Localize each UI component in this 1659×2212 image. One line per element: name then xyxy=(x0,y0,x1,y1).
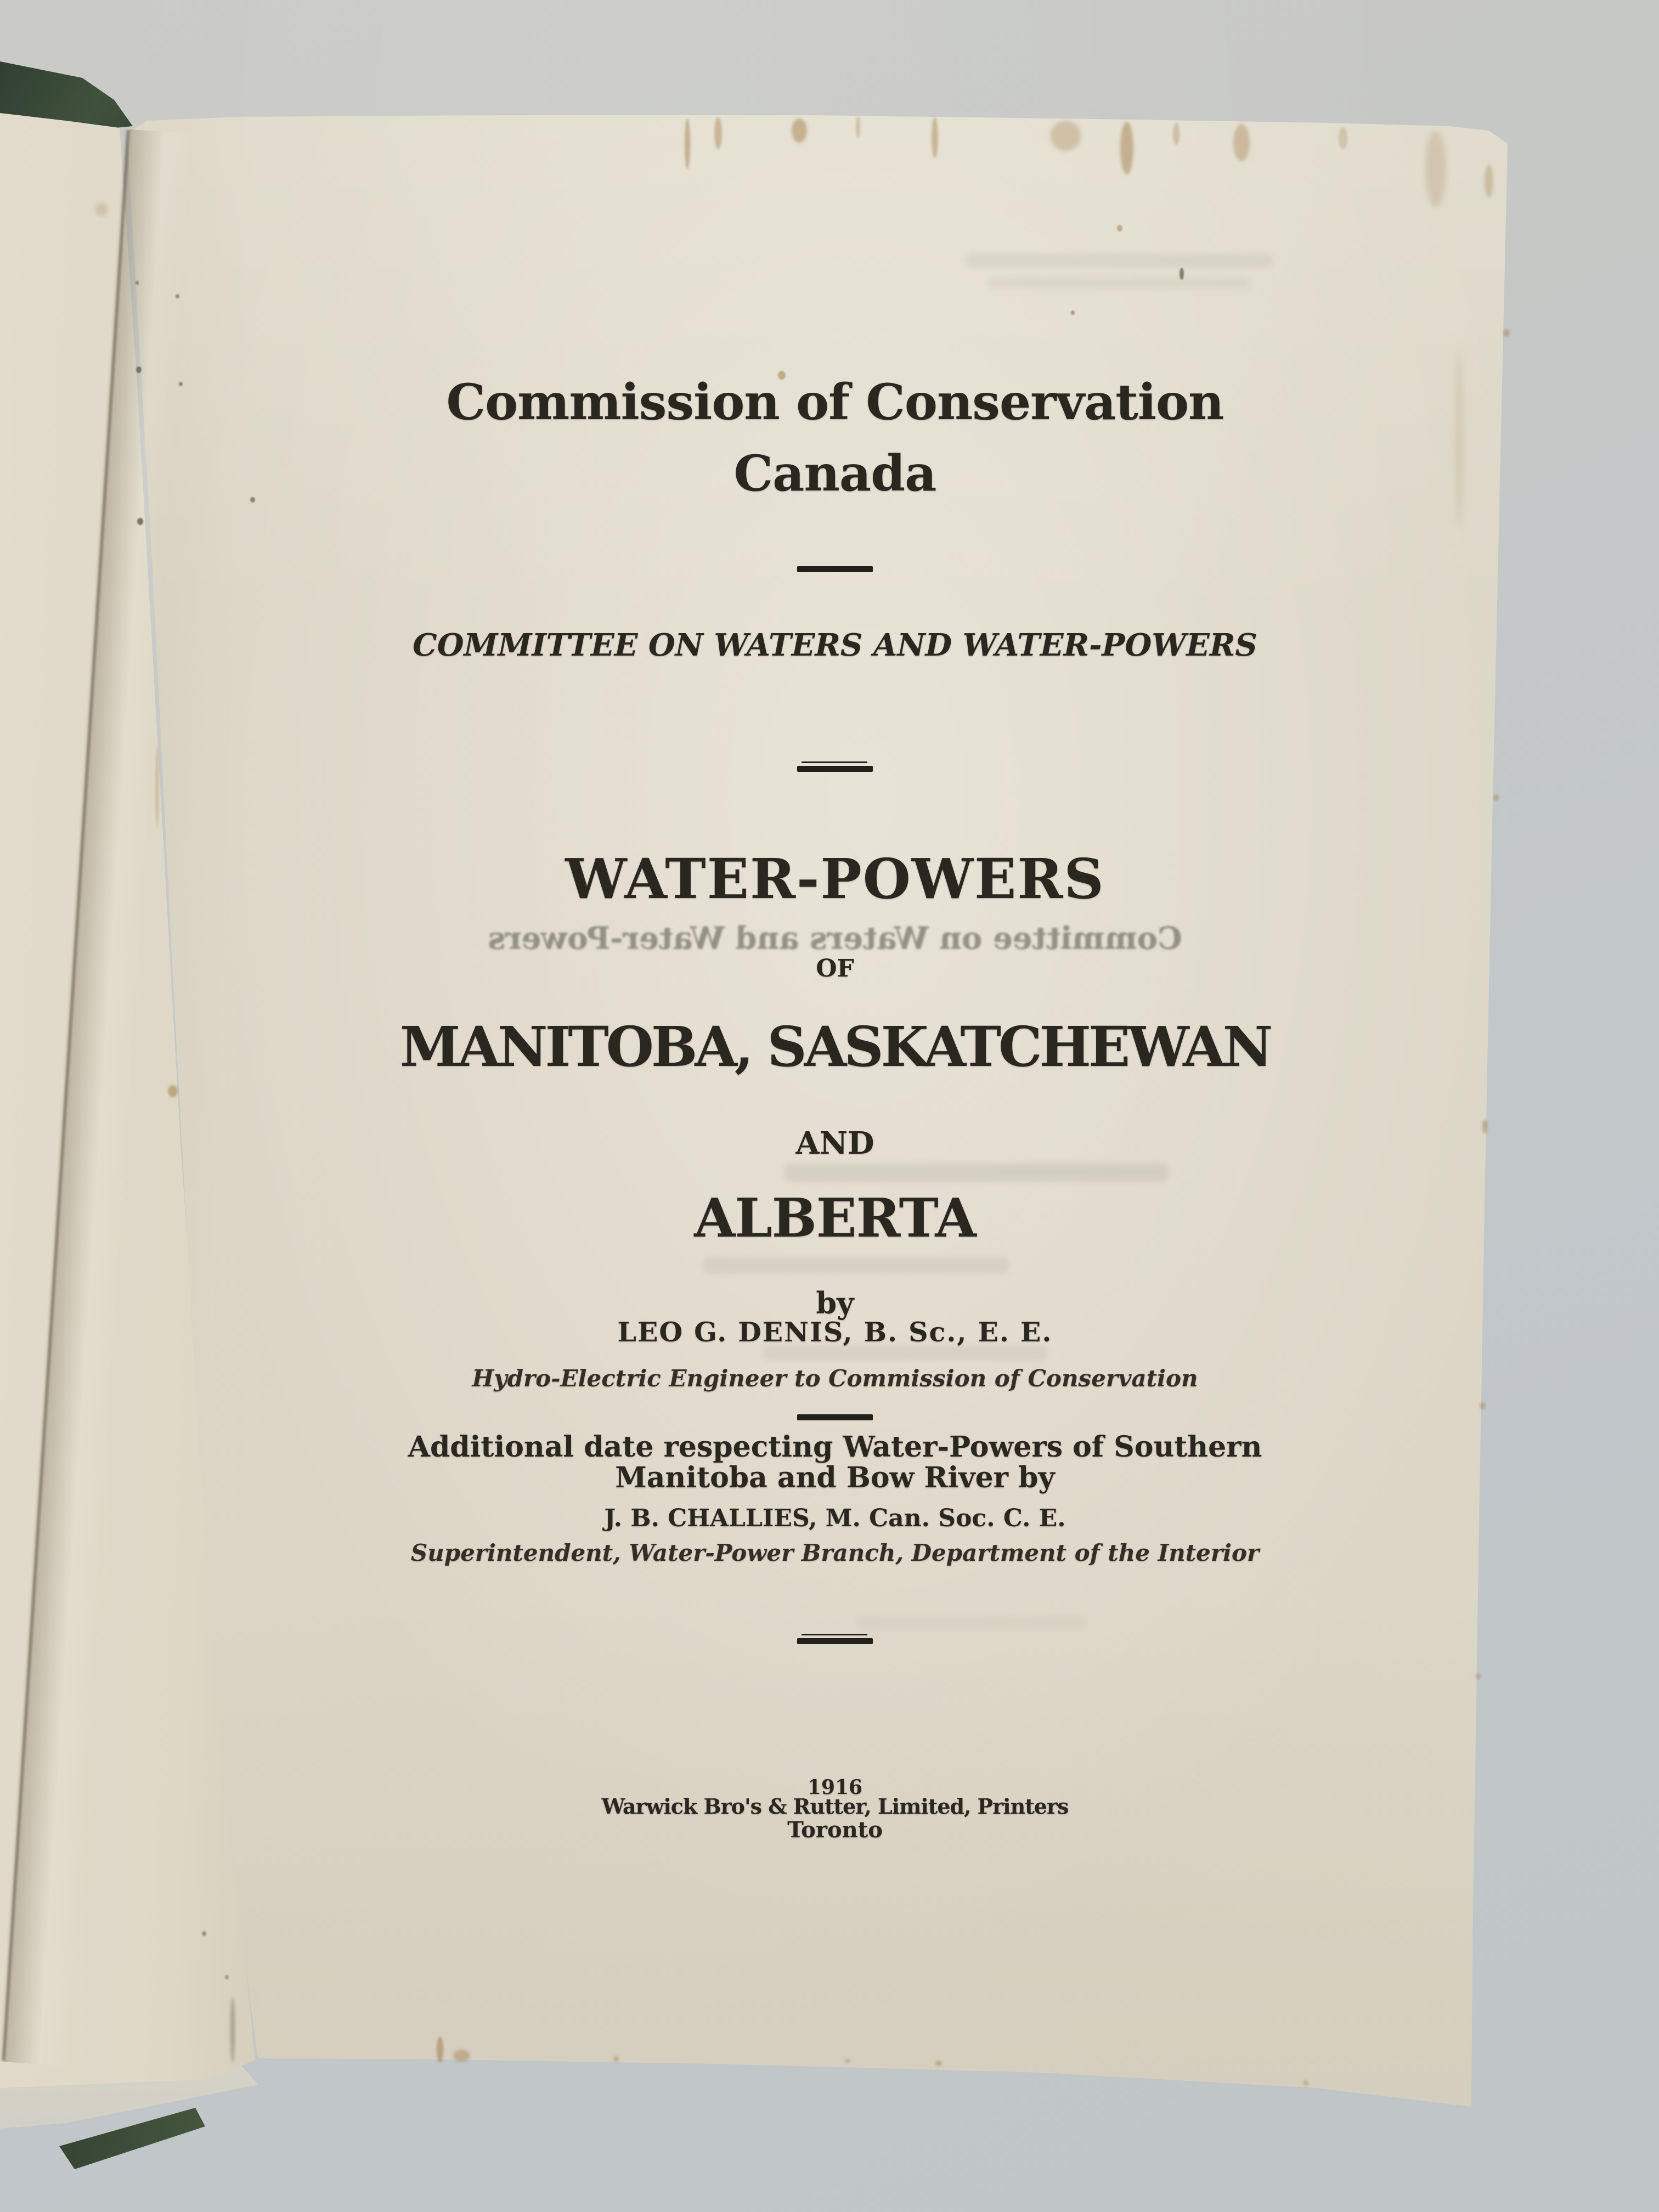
contributor-title: Superintendent, Water-Power Branch, Department of the Interior xyxy=(410,1539,1260,1566)
title-page-text xyxy=(144,0,1526,2212)
organization-line-2: Canada xyxy=(733,444,936,503)
ghost-show-through-text: Committee on Waters and Water-Powers xyxy=(488,920,1182,956)
author-name: LEO G. DENIS, B. Sc., E. E. xyxy=(617,1316,1053,1348)
additional-line-1: Additional date respecting Water-Powers of Southern xyxy=(408,1430,1262,1464)
stain-spot xyxy=(95,203,108,216)
imprint-printer: Warwick Bro's & Rutter, Limited, Printers xyxy=(601,1794,1069,1819)
by-label: by xyxy=(816,1285,854,1321)
organization-line-1: Commission of Conservation xyxy=(446,373,1224,431)
ink-speck xyxy=(136,366,142,373)
imprint-city: Toronto xyxy=(787,1817,883,1843)
title-line-1: WATER-POWERS xyxy=(565,847,1105,911)
title-line-2: MANITOBA, SASKATCHEWAN xyxy=(399,1014,1271,1079)
committee-line: COMMITTEE ON WATERS AND WATER-POWERS xyxy=(413,627,1257,663)
title-and: AND xyxy=(795,1125,874,1161)
separator-rule-2 xyxy=(797,766,873,772)
title-line-3: ALBERTA xyxy=(694,1187,976,1249)
ink-speck xyxy=(137,518,143,525)
title-of: OF xyxy=(816,955,854,983)
separator-rule-1 xyxy=(797,566,873,572)
separator-rule-3 xyxy=(797,1414,873,1420)
author-title: Hydro-Electric Engineer to Commission of Conservation xyxy=(472,1365,1198,1392)
additional-line-2: Manitoba and Bow River by xyxy=(615,1461,1055,1494)
imprint-year: 1916 xyxy=(807,1776,863,1799)
contributor-name: J. B. CHALLIES, M. Can. Soc. C. E. xyxy=(604,1504,1066,1532)
ink-speck xyxy=(136,281,139,285)
separator-rule-4 xyxy=(797,1638,873,1644)
